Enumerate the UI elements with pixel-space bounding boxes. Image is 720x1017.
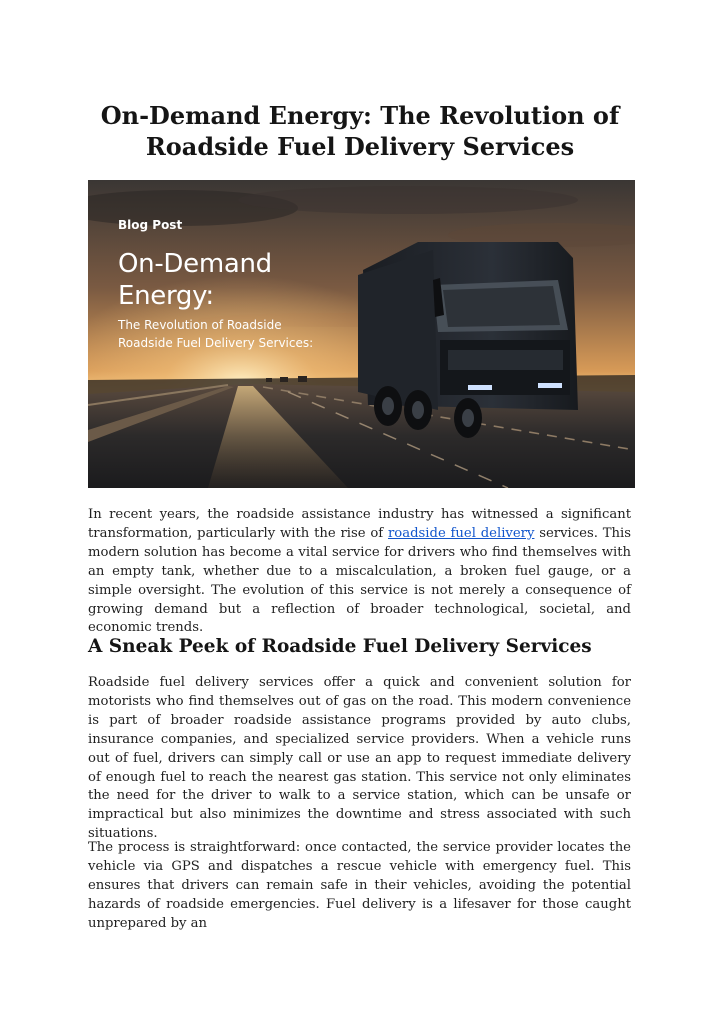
hero-heading-line-2: Energy: — [118, 281, 214, 311]
intro-paragraph — [88, 506, 631, 638]
hero-tag: Blog Post — [118, 218, 183, 232]
hero-sub-line-1: The Revolution of Roadside — [118, 318, 282, 332]
roadside-fuel-delivery-link[interactable]: roadside fuel delivery — [387, 525, 535, 541]
hero-image — [88, 180, 635, 488]
intro-text-start: In recent years, the roadside assistance industry has witnessed a significant transformation, particularly with the rise of — [88, 507, 631, 541]
title-line-2: Roadside Fuel Delivery Services — [145, 132, 575, 161]
page-title — [80, 100, 640, 162]
intro-text-end: services. This modern solution has become a vital service for drivers who find themselves with an empty tank, whether due to a miscalculation, a broken fuel gauge, or a simple oversight. The evolution of this service is not merely a consequence of growing demand but a reflection of broader technological, societal, and economic trends. — [88, 525, 631, 636]
hero-heading — [118, 248, 272, 312]
body-paragraph-2: The process is straightforward: once contacted, the service provider locates the vehicle via GPS and dispatches a rescue vehicle with emergency fuel. This ensures that drivers can remain safe in their vehicles, avoiding the potential hazards of roadside emergencies. Fuel delivery is a lifesaver for those caught unprepared by an — [88, 840, 631, 931]
section-heading: A Sneak Peek of Roadside Fuel Delivery Services — [88, 636, 592, 657]
body-paragraph-1: Roadside fuel delivery services offer a quick and convenient solution for motorists who find themselves out of gas on the road. This modern convenience is part of broader roadside assistance programs provided by auto clubs, insurance companies, and specialized service providers. When a vehicle runs out of fuel, drivers can simply call or use an app to request immediate delivery of enough fuel to reach the nearest gas station. This service not only eliminates the need for the driver to walk to a service station, which can be unsafe or impractical but also minimizes the downtime and stress associated with such situations. — [88, 675, 631, 842]
hero-sub-line-2: Roadside Fuel Delivery Services: — [118, 336, 314, 350]
hero-subheading — [118, 316, 313, 352]
hero-heading-line-1: On-Demand — [118, 249, 272, 279]
title-line-1: On-Demand Energy: The Revolution of — [100, 101, 620, 130]
